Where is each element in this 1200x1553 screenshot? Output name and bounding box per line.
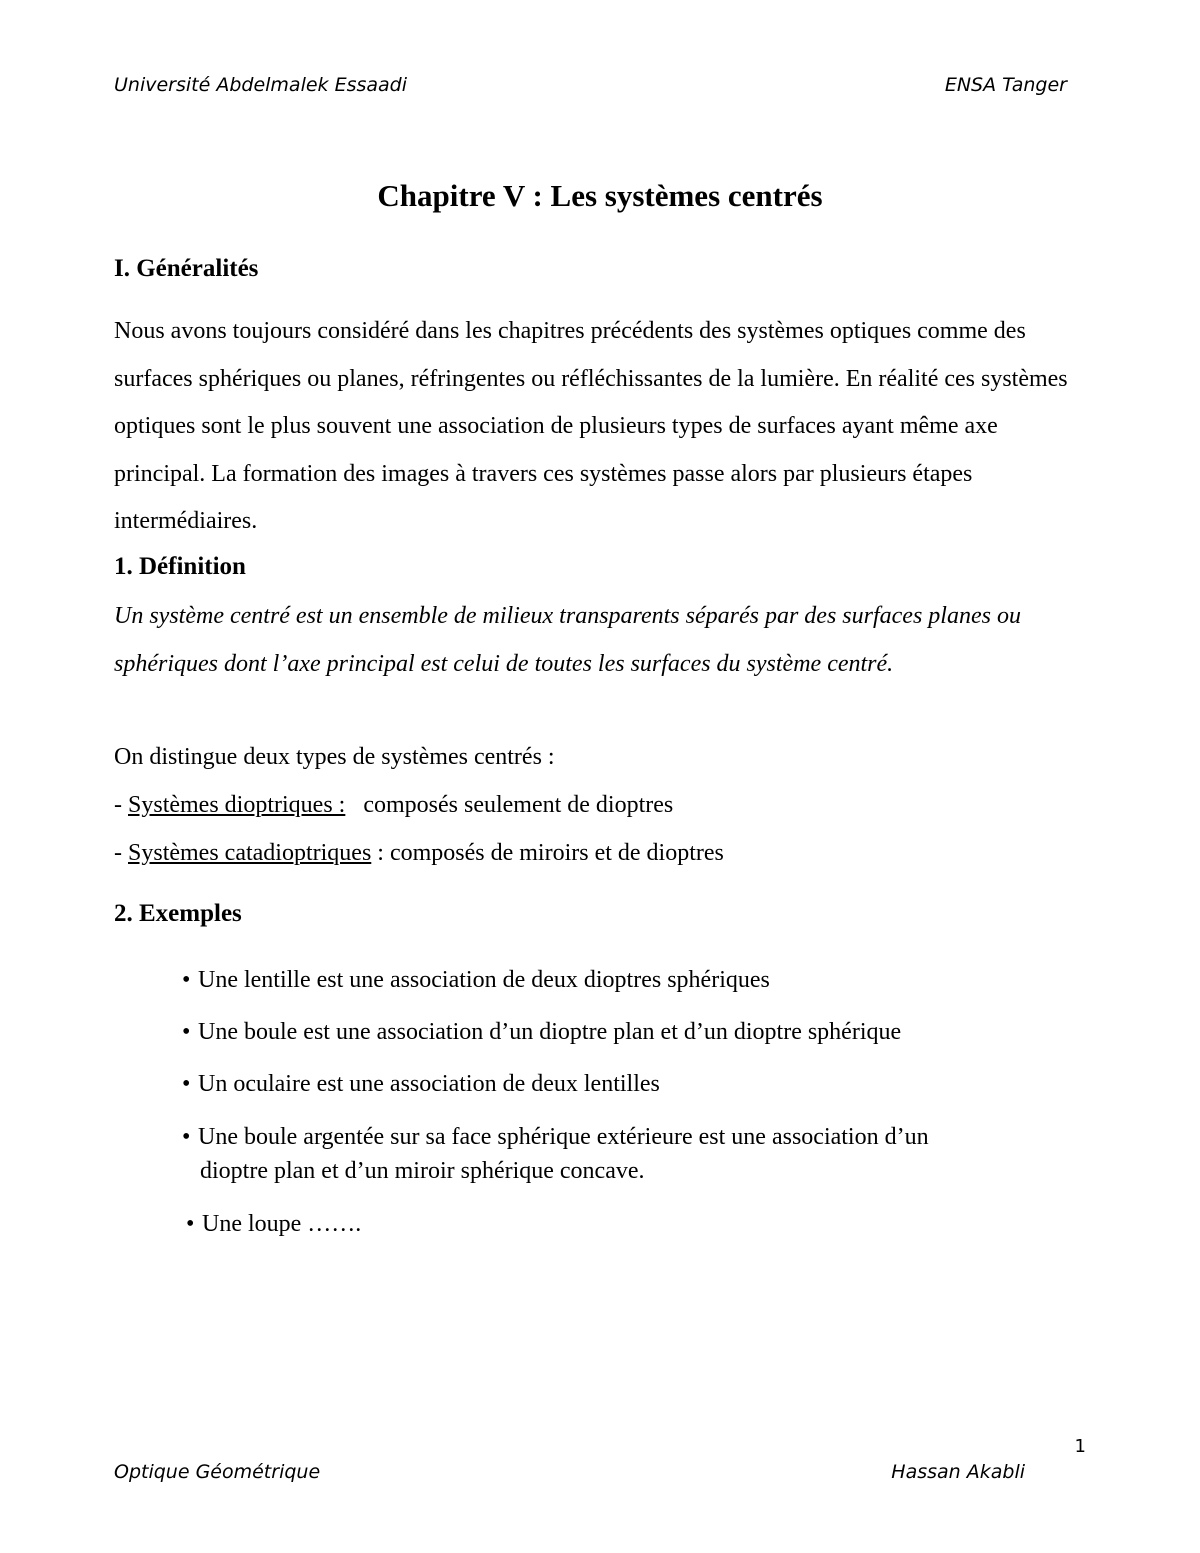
example-item xyxy=(182,1015,1062,1049)
type-term: Systèmes dioptriques : xyxy=(128,792,346,818)
example-text: Un oculaire est une association de deux lentilles xyxy=(198,1071,660,1097)
page-header-right: ENSA Tanger xyxy=(944,74,1067,96)
example-text: Une loupe ……. xyxy=(202,1211,362,1237)
page-header-left: Université Abdelmalek Essaadi xyxy=(114,74,408,96)
type-desc: : composés de miroirs et de dioptres xyxy=(371,840,724,866)
page-footer-left: Optique Géométrique xyxy=(114,1461,321,1483)
type-item-catadioptriques xyxy=(114,840,724,867)
bullet-marker: • xyxy=(186,1211,195,1237)
bullet-marker: • xyxy=(182,1124,191,1150)
definition-text: Un système centré est un ensemble de milieux transparents séparés par des surfaces planes ou sphériques dont l’axe principal est celui de toutes les surfaces du système centré. xyxy=(114,603,1021,677)
example-text: Une lentille est une association de deux dioptres sphériques xyxy=(198,967,770,993)
page-number: 1 xyxy=(1074,1436,1086,1457)
section-heading-exemples: 2. Exemples xyxy=(114,900,242,927)
example-text-continuation: dioptre plan et d’un miroir sphérique concave. xyxy=(200,1158,645,1184)
section-heading-generalites: I. Généralités xyxy=(114,255,259,282)
type-desc: composés seulement de dioptres xyxy=(345,792,674,818)
page-footer-right: Hassan Akabli xyxy=(891,1461,1025,1483)
bullet-marker: • xyxy=(182,1019,191,1045)
type-dash: - xyxy=(114,792,128,818)
example-item xyxy=(182,1120,1062,1188)
type-term: Systèmes catadioptriques xyxy=(128,840,372,866)
section-heading-definition: 1. Définition xyxy=(114,553,246,580)
bullet-marker: • xyxy=(182,1071,191,1097)
bullet-marker: • xyxy=(182,967,191,993)
type-dash: - xyxy=(114,840,128,866)
example-text: Une boule est une association d’un dioptre plan et d’un dioptre sphérique xyxy=(198,1019,902,1045)
type-item-dioptriques xyxy=(114,792,673,819)
generalites-paragraph: Nous avons toujours considéré dans les chapitres précédents des systèmes optiques comme des surfaces sphériques ou planes, réfringentes ou réfléchissantes de la lumière. En réalité ces systèmes optiques sont le plus souvent une association de plusieurs types de surfaces ayant même axe principal. La formation des images à travers ces systèmes passe alors par plusieurs étapes intermédiaires. xyxy=(114,318,1068,534)
example-text: Une boule argentée sur sa face sphérique extérieure est une association d’un xyxy=(198,1124,929,1150)
chapter-title: Chapitre V : Les systèmes centrés xyxy=(377,178,823,213)
types-intro: On distingue deux types de systèmes centrés : xyxy=(114,744,555,770)
example-item xyxy=(182,1067,1062,1101)
example-item xyxy=(182,963,1062,997)
example-item xyxy=(186,1207,1066,1241)
